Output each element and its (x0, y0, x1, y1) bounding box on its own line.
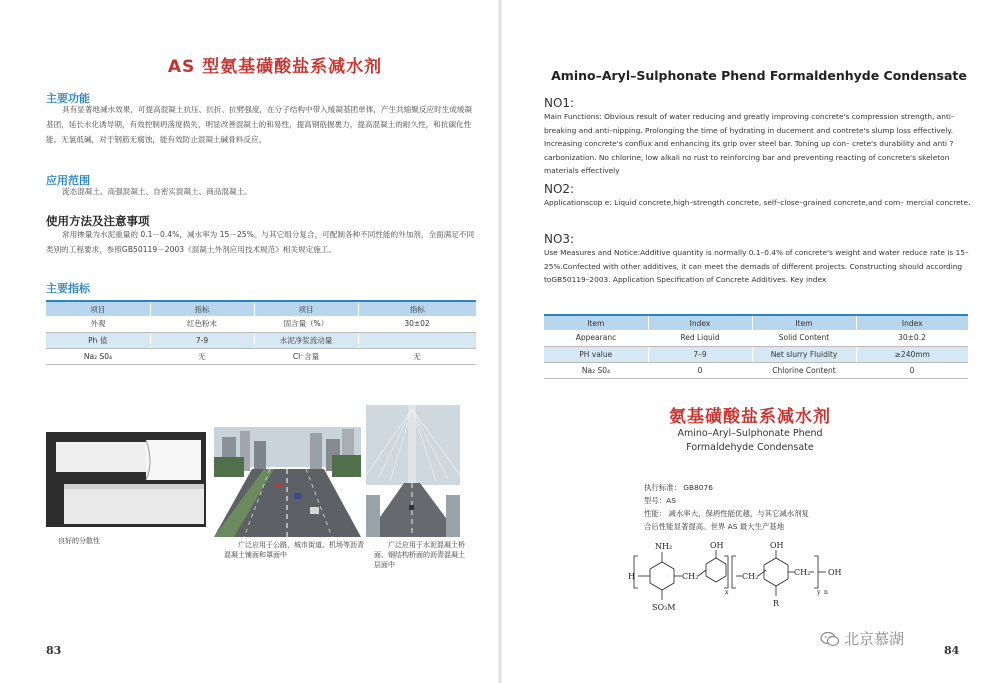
table-header: Item (752, 315, 856, 330)
page-title: AS 型氨基磺酸盐系减水剂 (167, 57, 383, 77)
bridge-photo (366, 405, 460, 537)
table-header: 项目 (254, 301, 358, 316)
formula-ch2-label: CH₂ (794, 568, 811, 577)
table-cell: 固含量（%） (254, 316, 358, 332)
table-cell: 外观 (46, 316, 150, 332)
formula-so3m-label: SO₃M (652, 603, 676, 612)
spec-table-cn (46, 300, 476, 365)
table-cell: 0 (648, 362, 752, 378)
table-cell: 0 (856, 362, 968, 378)
page-number: 83 (46, 644, 62, 657)
no2-text: Applicationscop e: Liquid concrete,high–strength concrete, self–close–grained concrete,and com– mercial concrete. (544, 198, 971, 207)
table-cell: Solid Content (752, 330, 856, 346)
table-cell: Cl⁻含量 (254, 348, 358, 364)
formula-ch2-label: CH₂ (742, 572, 759, 581)
scope-text: 流态混凝土、高强混凝土、自密实混凝土、商品混凝土。 (62, 187, 252, 196)
table-cell: Ph 值 (46, 332, 150, 348)
no1-text: Main Functions: Obvious result of water reducing and greatly improving concrete's compression strength, anti–breaking and anti–nipping. Prolonging the time of hydrating in ducement and contrete's slump loss effectively. Increasing concrete's conflux and enhancing its grip over steel bar. Toning up con– crete's durability and anti ?carbonization. No chlorine, low alkali no rust to reinforcing bar and preventing reacting of concrete's skeleton materials effectively (544, 112, 955, 175)
dispersion-photo (46, 432, 206, 527)
table-cell: PH value (544, 346, 648, 362)
table-header: 项目 (46, 301, 150, 316)
table-row (46, 316, 476, 332)
section-heading-no3: NO3: (544, 232, 575, 246)
table-header: Item (544, 315, 648, 330)
city-road-photo (214, 427, 361, 537)
watermark-text: 北京慕湖 (844, 630, 905, 648)
formula-oh-end-label: OH (828, 568, 842, 577)
product-title-cn: 氨基磺酸盐系减水剂 (669, 407, 831, 427)
product-performance-cont: 合后性能显著提高。世界 AS 最大生产基地 (644, 522, 785, 531)
table-cell: 红色粉末 (150, 316, 254, 332)
table-header-row (544, 315, 968, 330)
watermark (820, 628, 904, 649)
photo-caption: 广泛应用于水泥混凝土桥面、钢结构桥面的沥青混凝土层面中 (374, 541, 465, 569)
section-heading-scope: 应用范围 (46, 174, 90, 187)
product-performance: 性能： 减水率大，保坍性能优越，与其它减水剂复 (644, 509, 809, 518)
table-cell: 7–9 (648, 346, 752, 362)
product-model: 型号：AS (644, 496, 676, 505)
formula-n-label: n (824, 589, 828, 596)
formula-x-label: x (725, 589, 729, 596)
table-cell: Na₂ S0₄ (544, 362, 648, 378)
chemical-formula (628, 540, 860, 618)
table-cell: Chlorine Content (752, 362, 856, 378)
wechat-icon (820, 631, 840, 647)
table-cell: Appearanc (544, 330, 648, 346)
table-row (46, 348, 476, 364)
page-title: Amino–Aryl–Sulphonate Phend Formaldenhyde Condensate (551, 68, 967, 83)
product-standard: 执行标准： GB8076 (644, 483, 713, 492)
photo-caption: 广泛应用于公路、城市街道、机场等沥青混凝土铺面和罩面中 (224, 541, 364, 559)
section-heading-usage: 使用方法及注意事项 (46, 214, 150, 228)
table-cell: Red Liquid (648, 330, 752, 346)
table-header-row (46, 301, 476, 316)
table-header: 指标 (358, 301, 476, 316)
formula-nh2-label: NH₂ (655, 542, 673, 551)
formula-h-label: H (628, 572, 635, 581)
table-cell: Net slurry Fluidity (752, 346, 856, 362)
product-title-en-line2: Formaldehyde Condensate (686, 442, 814, 453)
table-header: 指标 (150, 301, 254, 316)
table-cell: 无 (150, 348, 254, 364)
table-row (544, 362, 968, 378)
formula-oh-label: OH (710, 541, 724, 550)
table-row (544, 330, 968, 346)
table-row (46, 332, 476, 348)
photo-caption: 良好的分散性 (58, 537, 100, 545)
spec-table-en (544, 314, 968, 379)
table-cell: 30±0.2 (856, 330, 968, 346)
table-cell (358, 332, 476, 348)
section-heading-functions: 主要功能 (46, 92, 90, 105)
product-title-en-line1: Amino–Aryl–Sulphonate Phend (677, 428, 823, 439)
formula-ch2-label: CH₂ (682, 572, 699, 581)
formula-y-label: y (817, 589, 821, 596)
formula-r-label: R (773, 599, 780, 608)
page-number: 84 (944, 644, 960, 657)
no3-text: Use Measures and Notice:Additive quantity is normally 0.1–0.4% of concrete's weight and water reduce rate is 15–25%.Confected with other additives, it can meet the demads of different projects. Constructing should according toGB50119–2003. Application Specification of Concrete Additives. Key index (544, 248, 969, 284)
section-heading-no2: NO2: (544, 182, 575, 196)
functions-text: 具有显著地减水效果，可提高混凝土抗压、抗折、抗劈强度，在分子结构中带入缓凝基团单体，产生共缩聚反应时生成缓凝基团，延长水化诱导期，有效控制坍落度损失，明显改善混凝土的和易性，提高钢筋握裹力，提高混凝土的耐久性，和抗碳化性能。无氯低碱，对于钢筋无腐蚀，能有效防止混凝土碱骨料反应。 (46, 105, 473, 144)
table-cell: 水泥净浆流动量 (254, 332, 358, 348)
formula-oh-label: OH (770, 541, 784, 550)
table-cell: 7-9 (150, 332, 254, 348)
usage-text: 常用掺量为水泥重量的 0.1－0.4%，减水率为 15－25%。与其它组分复合，可配制各种不同性能的外加剂，全面满足不同类别的工程要求，参照GB50119－2003《混凝土外剂应用技术规范》相关规定施工。 (46, 230, 475, 254)
table-header: Index (856, 315, 968, 330)
section-heading-index: 主要指标 (46, 282, 90, 295)
section-heading-no1: NO1: (544, 96, 575, 110)
table-cell: 无 (358, 348, 476, 364)
table-cell: 30±02 (358, 316, 476, 332)
table-header: Index (648, 315, 752, 330)
table-cell: Na₂ S0₄ (46, 348, 150, 364)
table-row (544, 346, 968, 362)
right-page (500, 0, 1000, 683)
table-cell: ≥240mm (856, 346, 968, 362)
